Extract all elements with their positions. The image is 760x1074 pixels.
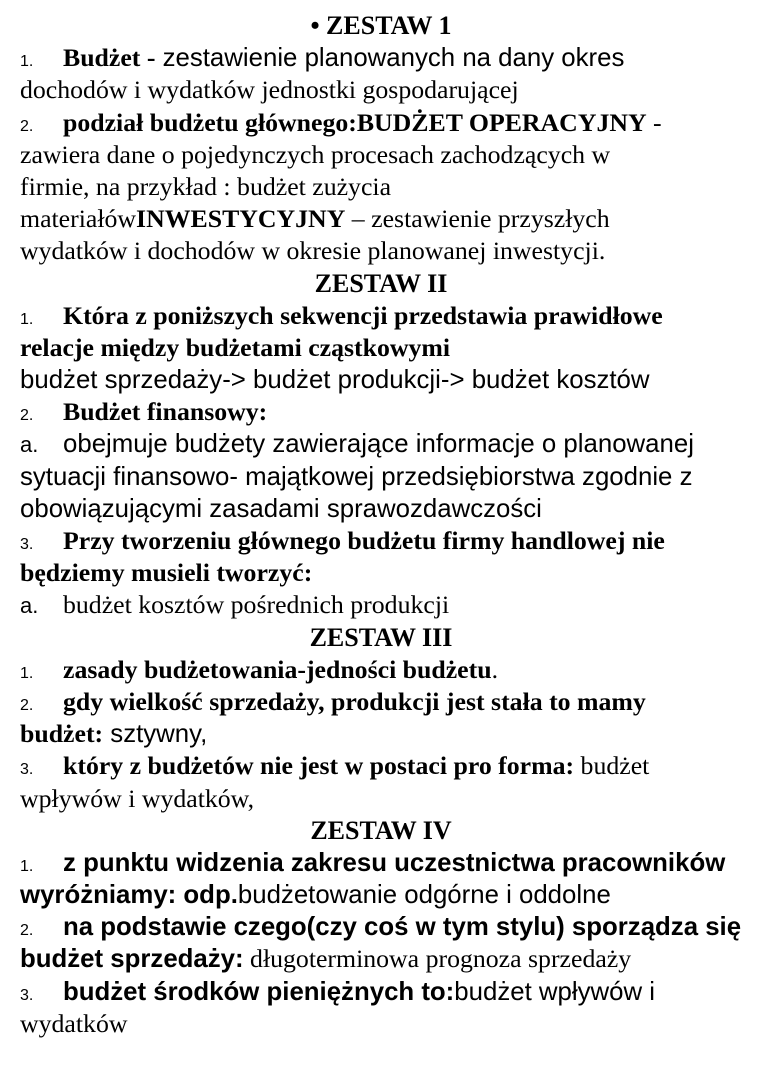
list-number: 3. [20,761,34,779]
question-1-1 [20,42,742,74]
answer-a [20,589,742,621]
question-text: będziemy musieli tworzyć: [20,558,313,588]
section-title-zestaw-1: • ZESTAW 1 [310,11,452,40]
question-text: zasady budżetowania-jedności budżetu [63,654,492,684]
list-number: 2. [20,117,34,135]
question-2-3 [20,525,742,557]
answer-text: budżet [574,751,650,781]
question-term: INWESTYCYJNY [136,204,346,234]
question-text: wyróżniamy: odp. [20,881,238,910]
document-page [20,10,742,1040]
question-text: na podstawie czego(czy coś w tym stylu) sporządza się [63,913,742,942]
question-4-2 [20,911,742,943]
question-text: Która z poniższych sekwencji przedstawia prawidłowe [63,300,663,330]
question-3-2 [20,686,742,718]
question-text: Przy tworzeniu głównego budżetu firmy handlowej nie [63,526,665,555]
answer-text: materiałów [20,204,137,234]
list-number: 3. [20,536,34,553]
answer-line: firmie, na przykład : budżet zużycia [20,171,392,201]
answer-a [20,428,742,460]
question-3-3 [20,750,742,782]
answer-line: obowiązującymi zasadami sprawozdawczości [20,494,542,523]
answer-line: wpływów i wydatków, [20,783,255,813]
list-number: 2. [20,922,34,940]
answer-line: zawiera dane o pojedynczych procesach zachodzących w [20,139,611,169]
section-title-zestaw-2: ZESTAW II [314,268,448,298]
list-number: 1. [20,310,34,328]
question-2-1 [20,300,742,332]
section-title-zestaw-3: ZESTAW III [309,622,453,652]
answer-line [20,943,742,975]
answer-line: sytuacji finansowo- majątkowej przedsiębiorstwa zgodnie z [20,462,693,491]
section-title-zestaw-4: ZESTAW IV [310,815,452,845]
question-1-2 [20,107,742,139]
answer-text: - [646,107,662,137]
question-2-2 [20,396,742,428]
answer-text: budżet wpływów i [454,977,656,1006]
answer-text: budżetowanie odgórne i oddolne [237,881,611,910]
list-number: 2. [20,407,34,425]
answer-text: zestawienie planowanych na dany okres [155,44,625,73]
list-letter: a. [20,432,39,458]
answer-line [20,718,742,750]
answer-text: sztywny, [103,720,208,749]
answer-text: budżet kosztów pośrednich produkcji [63,590,450,620]
answer-line: dochodów i wydatków jednostki gospodarującej [20,75,519,105]
list-number: 1. [20,664,34,682]
answer-text: . [491,654,499,684]
list-number: 1. [20,53,34,71]
list-number: 3. [20,986,34,1004]
question-4-1 [20,847,742,879]
list-letter: a. [20,593,39,619]
answer-line: wydatków i dochodów w okresie planowanej inwestycji. [20,236,606,266]
answer-text: – zestawienie przyszłych [345,204,610,234]
question-text: gdy wielkość sprzedaży, produkcji jest stała to mamy [63,686,646,716]
question-text: z punktu widzenia zakresu uczestnictwa pracowników [63,848,726,877]
list-number: 1. [20,857,34,875]
answer-line: wydatków [20,1008,128,1038]
question-text: budżet sprzedaży: [20,945,244,974]
answer-line [20,203,742,235]
question-text: który z budżetów nie jest w postaci pro forma: [63,751,575,781]
question-term: Budżet - [63,43,156,73]
question-3-1 [20,654,742,686]
answer-text: obejmuje budżety zawierające informacje o planowanej [63,430,694,459]
question-term: podział budżetu głównego:BUDŻET OPERACYJNY [63,107,647,137]
question-text: budżet środków pieniężnych to: [63,977,455,1006]
question-text: Budżet finansowy: [63,397,268,427]
answer-line: budżet sprzedaży-> budżet produkcji-> budżet kosztów [20,366,650,395]
question-text: relacje między budżetami cząstkowymi [20,332,451,362]
list-number: 2. [20,696,34,714]
question-text: budżet: [20,719,104,749]
answer-text: długoterminowa prognoza sprzedaży [243,944,632,974]
question-4-3 [20,976,742,1008]
answer-line [20,879,742,911]
